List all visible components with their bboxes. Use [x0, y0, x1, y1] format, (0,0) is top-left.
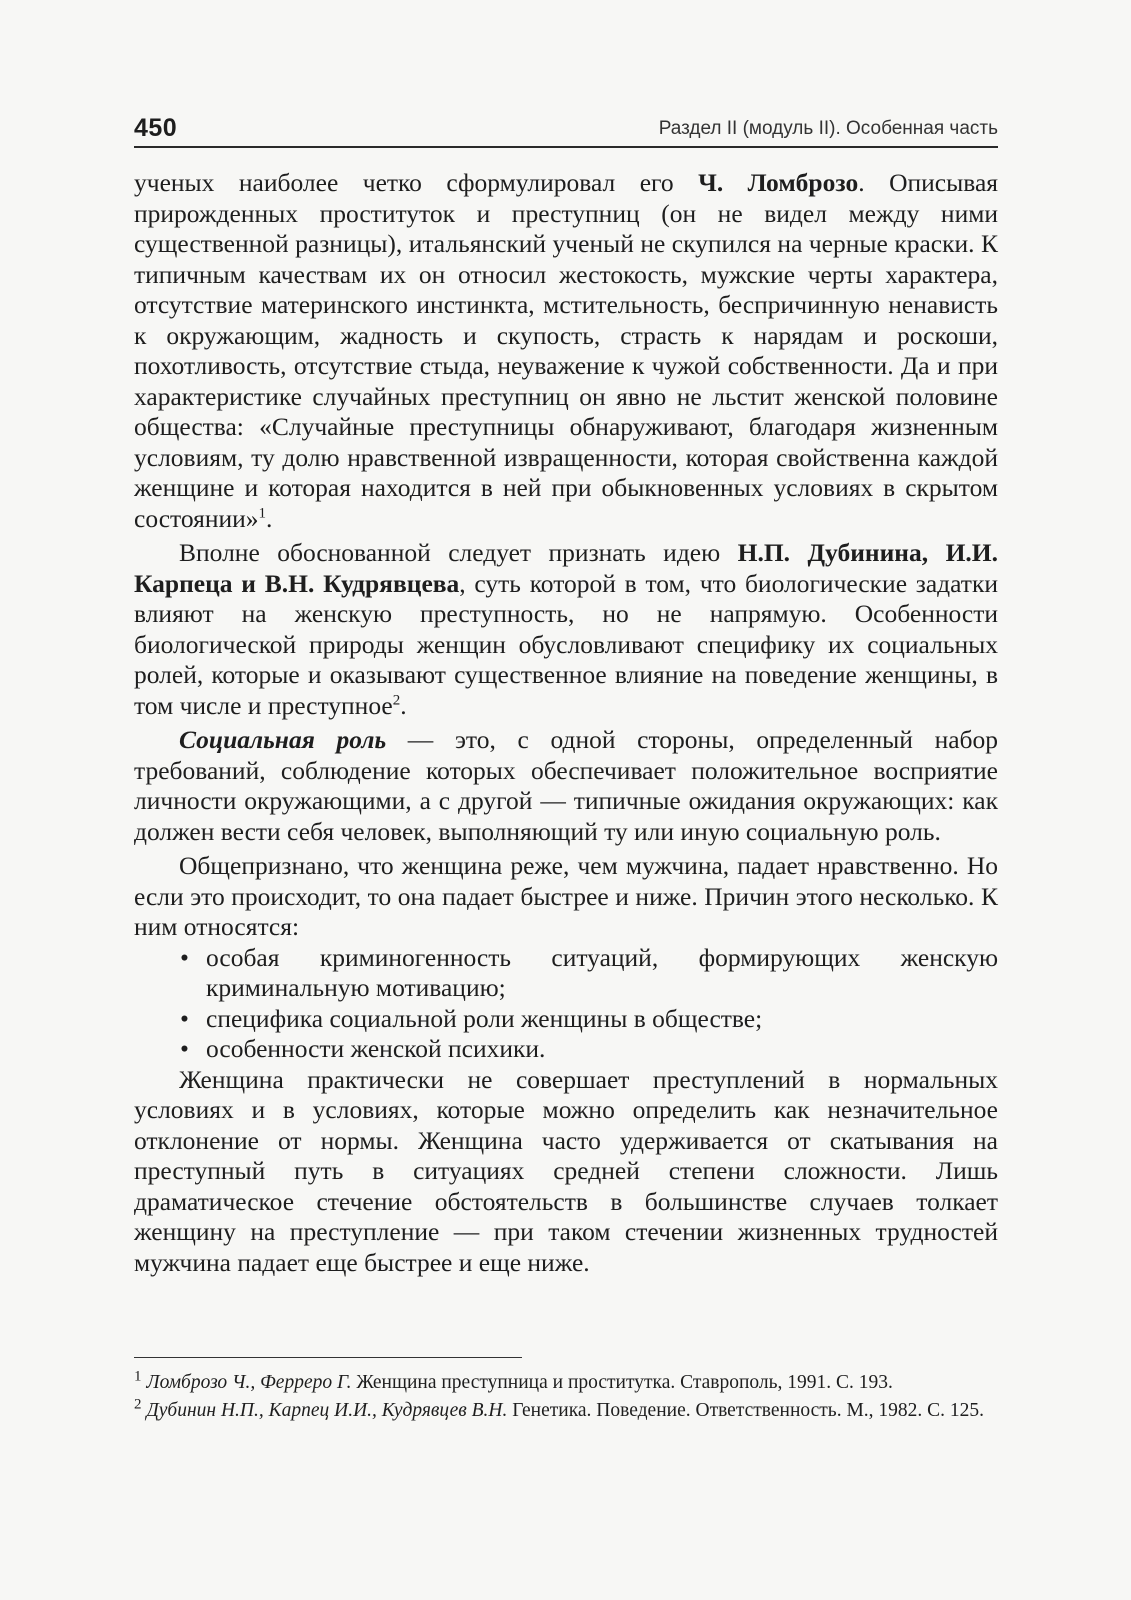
footnote-mark: 1: [134, 1368, 142, 1385]
paragraph-lombroso: [134, 168, 998, 534]
running-head: Раздел II (модуль II). Особенная часть: [658, 118, 998, 139]
footnote-mark: 2: [134, 1396, 142, 1413]
text-span: , суть которой в том, что биологические задатки влияют на женскую преступность, но не напрямую. Особенности биологической природы женщин обусловливают специфику их социальных ролей, которые и оказывают существенное влияние на поведение женщины, в том числе и преступное: [134, 568, 998, 720]
reasons-list: [134, 943, 998, 1065]
list-item-text: особая криминогенность ситуаций, формирующих женскую криминальную мотивацию;: [206, 942, 998, 1002]
paragraph-social-role: [134, 725, 998, 847]
text-span: .: [400, 690, 407, 720]
text-span: — это, с одной стороны, определенный набор требований, соблюдение которых обеспечивает положительное восприятие личности окружающими, а с другой — типичные ожидания окружающих: как должен вести себя человек, выполняющий ту или иную социальную роль.: [134, 725, 999, 846]
list-item-text: специфика социальной роли женщины в обществе;: [206, 1003, 763, 1033]
author-name: Ч. Ломброзо: [698, 168, 859, 197]
bullet-icon: •: [180, 1003, 189, 1033]
paragraph-conclusion: Женщина практически не совершает преступлений в нормальных условиях и в условиях, которые можно определить как незначительное отклонение от нормы. Женщина часто удерживается от скатывания на преступный путь в ситуациях средней степени сложности. Лишь драматическое стечение обстоятельств в большинстве случаев толкает женщину на преступление — при таком стечении жизненных трудностей мужчина падает еще быстрее и еще ниже.: [134, 1064, 998, 1277]
page-number: 450: [134, 114, 178, 142]
text-span: . Описывая прирожденных проституток и преступниц (он не видел между ними существенной разницы), итальянский ученый не скупился на черные краски. К типичным качествам их он относил жестокость, мужские черты характера, отсутствие материнского инстинкта, мстительность, беспричинную ненависть к окружающим, жадность и скупость, страсть к нарядам и роскоши, похотливость, отсутствие стыда, неуважение к чужой собственности. Да и при характеристике случайных преступниц он явно не льстит женской половине общества: «Случайные преступницы обнаруживают, благодаря жизненным условиям, ту долю нравственной извращенности, которая свойственна каждой женщине и которая находится в ней при обыкновенных условиях в скрытом состоянии»: [134, 168, 998, 533]
list-item: [176, 1034, 998, 1065]
term-social-role: Социальная роль: [179, 725, 387, 754]
text-span: ученых наиболее четко сформулировал его: [134, 168, 699, 197]
page-header: [134, 112, 998, 148]
text-span: .: [266, 503, 273, 533]
footnote-text: Женщина преступница и проститутка. Ставрополь, 1991. С. 193.: [351, 1372, 893, 1393]
footnote-2: [134, 1398, 998, 1424]
footnote-text: Генетика. Поведение. Ответственность. М., 1982. С. 125.: [507, 1400, 985, 1421]
list-item: [176, 1004, 998, 1035]
footnote-authors: Дубинин Н.П., Карпец И.И., Кудрявцев В.Н.: [146, 1400, 508, 1421]
footnotes: [134, 1370, 998, 1426]
bullet-icon: •: [180, 942, 189, 972]
main-text: [134, 168, 998, 1278]
footnote-1: [134, 1370, 998, 1396]
list-item-text: особенности женской психики.: [206, 1034, 546, 1063]
footnote-ref-2[interactable]: 2: [392, 692, 401, 708]
paragraph-biological: [134, 538, 998, 721]
author-names: Н.П. Дубинина, И.И. Карпеца и В.Н. Кудрявцева: [134, 538, 998, 598]
footnote-authors: Ломброзо Ч., Ферреро Г.: [146, 1372, 352, 1393]
bullet-icon: •: [180, 1034, 189, 1063]
footnote-divider: [134, 1357, 522, 1358]
paragraph-reasons: Общепризнано, что женщина реже, чем мужчина, падает нравственно. Но если это происходит, то она падает быстрее и ниже. Причин этого несколько. К ним относятся:: [134, 851, 998, 941]
footnote-ref-1[interactable]: 1: [258, 505, 267, 521]
list-item: [176, 943, 998, 1004]
text-span: Вполне обоснованной следует признать идею: [179, 538, 738, 567]
